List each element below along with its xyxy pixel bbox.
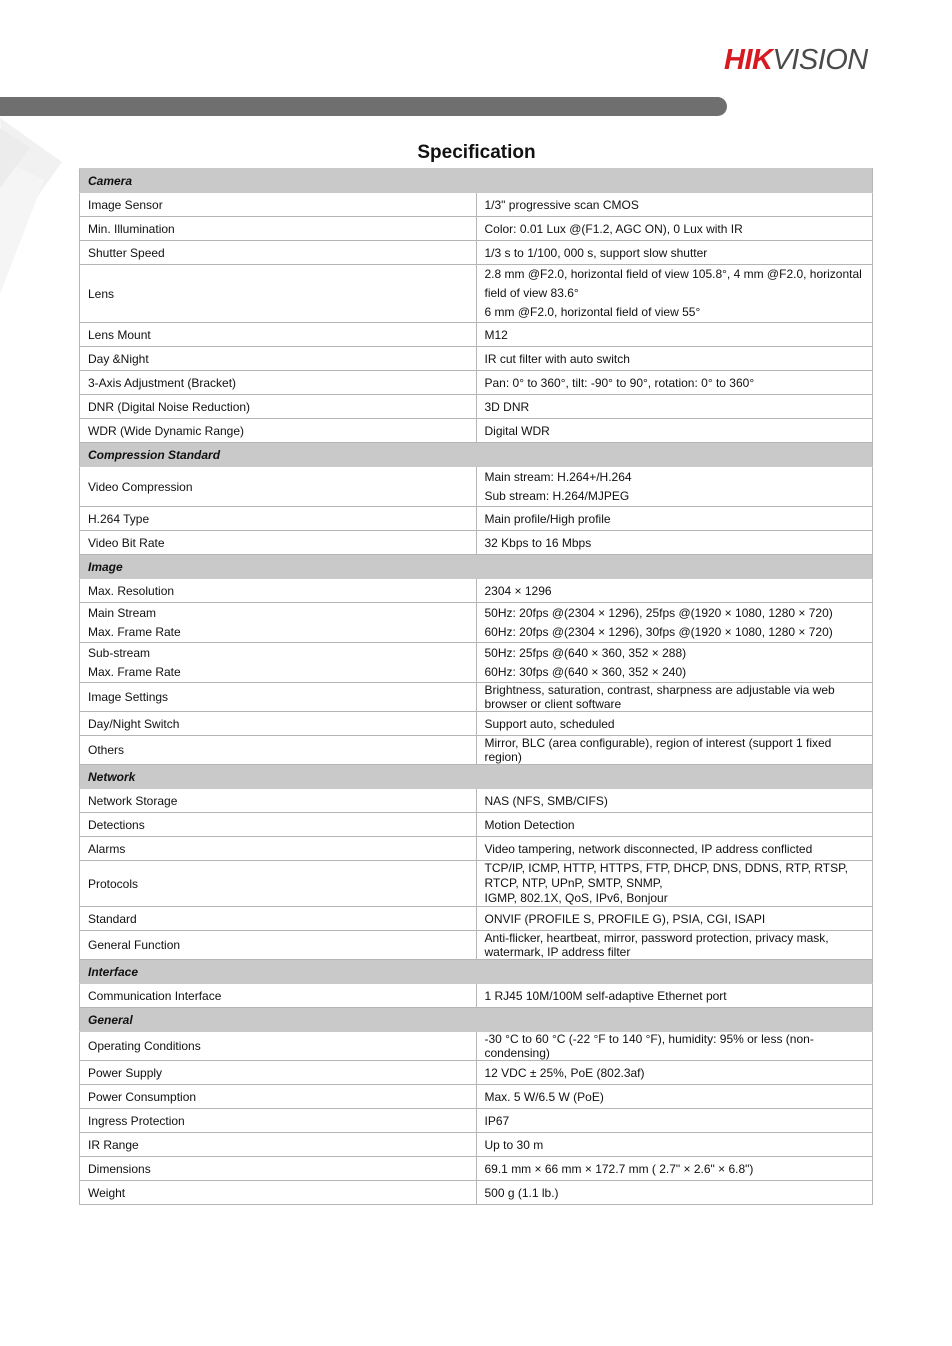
spec-label-line: Detections [88,817,145,832]
spec-label [80,1133,477,1157]
spec-value [476,1085,873,1109]
spec-value [476,507,873,531]
spec-label-line: DNR (Digital Noise Reduction) [88,399,251,414]
spec-label-line: Max. Resolution [88,583,175,598]
section-header-image [80,555,873,579]
spec-row [80,419,873,443]
section-header-interface [80,960,873,984]
spec-label-line: WDR (Wide Dynamic Range) [88,423,245,438]
spec-value-line: -30 °C to 60 °C (-22 °F to 140 °F), humidity: 95% or less (non-condensing) [484,1032,814,1060]
spec-row [80,1085,873,1109]
spec-value-line: 3D DNR [484,399,530,414]
spec-label-line: Ingress Protection [88,1113,185,1128]
spec-value-line: ONVIF (PROFILE S, PROFILE G), PSIA, CGI, ISAPI [484,911,766,926]
spec-label-line: Network Storage [88,793,178,808]
spec-label [80,1157,477,1181]
spec-label-line: IR Range [88,1137,139,1152]
spec-label [80,467,477,507]
spec-label [80,736,477,765]
spec-row [80,861,873,907]
spec-label-line: Min. Illumination [88,221,175,236]
spec-label-line: Alarms [88,841,126,856]
spec-value-line: TCP/IP, ICMP, HTTP, HTTPS, FTP, DHCP, DNS, DDNS, RTP, RTSP, RTCP, NTP, UPnP, SMTP, SNMP, [484,861,848,890]
spec-label-line: Standard [88,911,137,926]
spec-label-line: Shutter Speed [88,245,165,260]
spec-value-line: Mirror, BLC (area configurable), region of interest (support 1 fixed region) [484,736,832,764]
spec-value [476,579,873,603]
spec-value-line: Digital WDR [484,423,550,438]
spec-value-line: Main profile/High profile [484,511,611,526]
spec-row [80,931,873,960]
spec-row [80,531,873,555]
spec-value-line: 60Hz: 30fps @(640 × 360, 352 × 240) [484,664,687,679]
spec-row [80,1032,873,1061]
spec-value-line: Up to 30 m [484,1137,544,1152]
spec-label [80,1061,477,1085]
spec-label [80,907,477,931]
spec-value-line: NAS (NFS, SMB/CIFS) [484,793,608,808]
spec-label [80,531,477,555]
spec-row [80,395,873,419]
spec-value-line: 2.8 mm @F2.0, horizontal field of view 105.8°, 4 mm @F2.0, horizontal field of view 83.6° [484,267,862,300]
spec-value [476,217,873,241]
page-title: Specification [417,142,536,163]
spec-value [476,837,873,861]
spec-value [476,1181,873,1205]
spec-label [80,813,477,837]
spec-value-line: 60Hz: 20fps @(2304 × 1296), 30fps @(1920 × 1080, 1280 × 720) [484,624,833,639]
spec-value-line: 50Hz: 25fps @(640 × 360, 352 × 288) [484,645,687,660]
spec-value [476,371,873,395]
spec-label-line: Day/Night Switch [88,716,180,731]
spec-value [476,1032,873,1061]
spec-label [80,683,477,712]
brand-logo [724,42,868,78]
spec-value-line: IP67 [484,1113,510,1128]
spec-row [80,1133,873,1157]
spec-row [80,1109,873,1133]
spec-label-line: Lens [88,286,115,301]
spec-label [80,603,477,643]
spec-value-line: Anti-flicker, heartbeat, mirror, password protection, privacy mask, watermark, IP address filter [484,931,829,959]
spec-value-line: 2304 × 1296 [484,583,552,598]
spec-value [476,265,873,323]
spec-value [476,193,873,217]
spec-value-line: Brightness, saturation, contrast, sharpness are adjustable via web browser or client software [484,683,835,711]
spec-row [80,467,873,507]
spec-label [80,1181,477,1205]
spec-row [80,217,873,241]
spec-value [476,861,873,907]
spec-row [80,643,873,683]
spec-value-line: 1/3" progressive scan CMOS [484,197,639,212]
spec-label [80,931,477,960]
section-title: Camera [80,169,873,193]
spec-label-line: Operating Conditions [88,1039,201,1053]
spec-label-line: Communication Interface [88,988,222,1003]
spec-label-line: Max. Frame Rate [88,664,181,679]
spec-label [80,837,477,861]
spec-value-line: M12 [484,327,508,342]
spec-label-line: Lens Mount [88,327,151,342]
spec-row [80,813,873,837]
spec-row [80,371,873,395]
spec-value [476,323,873,347]
spec-value [476,531,873,555]
spec-value [476,736,873,765]
spec-value-line: 500 g (1.1 lb.) [484,1185,559,1200]
spec-row [80,1061,873,1085]
section-title: Interface [80,960,873,984]
section-title: Compression Standard [80,443,873,467]
spec-row [80,507,873,531]
spec-label [80,712,477,736]
spec-value [476,1133,873,1157]
spec-label [80,507,477,531]
spec-label [80,643,477,683]
spec-value [476,1061,873,1085]
spec-value-line: Motion Detection [484,817,575,832]
spec-value-line: 32 Kbps to 16 Mbps [484,535,592,550]
spec-label [80,1109,477,1133]
spec-value-line: IR cut filter with auto switch [484,351,630,366]
spec-label-line: H.264 Type [88,511,150,526]
section-header-compression-standard [80,443,873,467]
spec-value-line: Video tampering, network disconnected, IP address conflicted [484,841,813,856]
spec-value [476,712,873,736]
spec-row [80,347,873,371]
spec-value-line: Pan: 0° to 360°, tilt: -90° to 90°, rotation: 0° to 360° [484,375,755,390]
spec-row [80,1181,873,1205]
spec-row [80,907,873,931]
spec-row [80,984,873,1008]
spec-value [476,907,873,931]
spec-label-line: Others [88,743,125,757]
spec-label-line: Video Bit Rate [88,535,165,550]
spec-value [476,683,873,712]
spec-value [476,984,873,1008]
spec-value [476,347,873,371]
spec-label [80,347,477,371]
spec-row [80,736,873,765]
spec-label-line: Protocols [88,876,139,891]
spec-value-line: Sub stream: H.264/MJPEG [484,488,630,503]
logo-hik-text: HIK [724,44,773,76]
spec-label-line: Weight [88,1185,126,1200]
spec-row [80,712,873,736]
spec-value [476,603,873,643]
spec-label-line: Video Compression [88,479,193,494]
spec-label [80,395,477,419]
spec-value-line: 1 RJ45 10M/100M self-adaptive Ethernet port [484,988,727,1003]
spec-row [80,241,873,265]
section-header-camera [80,169,873,193]
spec-row [80,837,873,861]
spec-label-line: Sub-stream [88,645,151,660]
spec-label [80,861,477,907]
spec-row [80,323,873,347]
spec-label-line: Day &Night [88,351,149,366]
spec-label-line: Max. Frame Rate [88,624,181,639]
spec-row [80,265,873,323]
spec-row [80,683,873,712]
spec-value [476,241,873,265]
spec-value-line: Main stream: H.264+/H.264 [484,469,632,484]
spec-value-line: 6 mm @F2.0, horizontal field of view 55° [484,305,701,319]
section-header-network [80,765,873,789]
spec-value [476,813,873,837]
spec-row [80,1157,873,1181]
spec-label [80,265,477,323]
spec-value-line: 1/3 s to 1/100, 000 s, support slow shutter [484,245,708,260]
spec-label [80,1085,477,1109]
spec-label-line: Dimensions [88,1161,151,1176]
section-title: Network [80,765,873,789]
section-header-general [80,1008,873,1032]
spec-label-line: Power Consumption [88,1089,197,1104]
spec-value-line: Max. 5 W/6.5 W (PoE) [484,1089,604,1104]
spec-value-line: Color: 0.01 Lux @(F1.2, AGC ON), 0 Lux with IR [484,221,743,236]
spec-row [80,579,873,603]
spec-value [476,1109,873,1133]
spec-row [80,193,873,217]
spec-value [476,419,873,443]
spec-label [80,241,477,265]
spec-label-line: Image Sensor [88,197,163,212]
spec-value [476,931,873,960]
spec-label-line: 3-Axis Adjustment (Bracket) [88,375,237,390]
spec-label [80,984,477,1008]
spec-value [476,1157,873,1181]
spec-value [476,395,873,419]
spec-label [80,193,477,217]
spec-label [80,371,477,395]
spec-label-line: Power Supply [88,1065,163,1080]
logo-vision-text: VISION [772,44,868,76]
spec-value-line: 69.1 mm × 66 mm × 172.7 mm ( 2.7" × 2.6" × 6.8") [484,1161,754,1176]
spec-label-line: Main Stream [88,605,157,620]
decorative-watermark [0,118,70,298]
spec-label [80,323,477,347]
spec-value-line: 12 VDC ± 25%, PoE (802.3af) [484,1065,645,1080]
spec-label [80,1032,477,1061]
spec-label-line: Image Settings [88,690,169,704]
spec-value-line: IGMP, 802.1X, QoS, IPv6, Bonjour [484,891,668,905]
spec-row [80,603,873,643]
spec-label-line: General Function [88,938,181,952]
spec-value [476,643,873,683]
section-title: Image [80,555,873,579]
spec-value [476,467,873,507]
spec-value [476,789,873,813]
spec-label [80,789,477,813]
spec-row [80,789,873,813]
spec-value-line: 50Hz: 20fps @(2304 × 1296), 25fps @(1920 × 1080, 1280 × 720) [484,605,833,620]
spec-label [80,579,477,603]
specification-table [79,168,873,1205]
section-title: General [80,1008,873,1032]
spec-label [80,419,477,443]
spec-label [80,217,477,241]
header-band [0,97,727,116]
spec-value-line: Support auto, scheduled [484,716,615,731]
